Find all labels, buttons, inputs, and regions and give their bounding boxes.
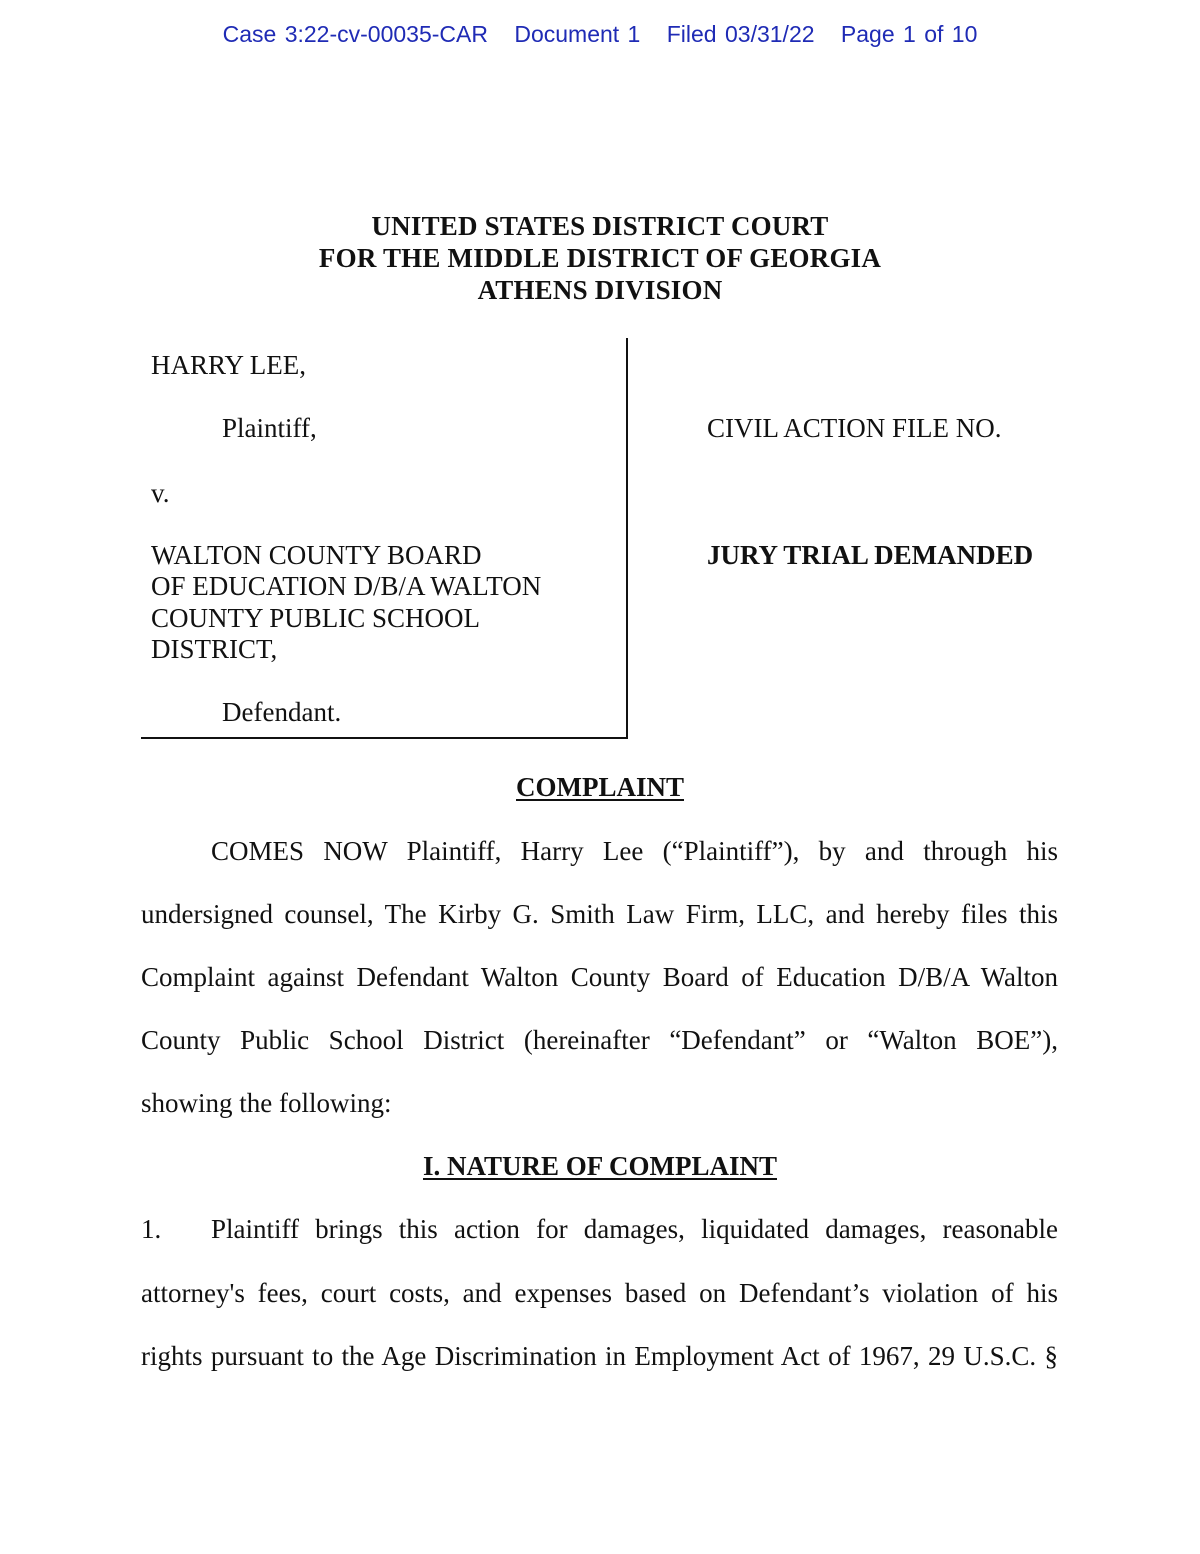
caption-divider [626,338,628,739]
intro-line: COMES NOW Plaintiff, Harry Lee (“Plaintiff”), by and through his [211,836,1058,866]
page-number: Page 1 of 10 [840,21,978,47]
paragraph-number: 1. [141,1214,162,1244]
defendant-role: Defendant. [222,697,342,727]
court-division: ATHENS DIVISION [477,275,723,305]
court-name: UNITED STATES DISTRICT COURT [371,211,829,241]
versus: v. [151,478,170,508]
document-number: Document 1 [514,21,641,47]
defendant-name-line: DISTRICT, [151,634,278,664]
section-heading [0,1151,1200,1182]
plaintiff-role: Plaintiff, [222,413,317,443]
section-heading-text: I. NATURE OF COMPLAINT [422,1151,777,1181]
caption-underline [141,737,627,739]
intro-line: undersigned counsel, The Kirby G. Smith Law Firm, LLC, and hereby files this [141,899,1058,929]
complaint-title [0,772,1200,803]
paragraph-line: rights pursuant to the Age Discrimination in Employment Act of 1967, 29 U.S.C. § [141,1341,1058,1371]
paragraph-line: attorney's fees, court costs, and expenses based on Defendant’s violation of his [141,1278,1058,1308]
defendant-name-line: WALTON COUNTY BOARD [151,540,482,570]
intro-line: County Public School District (hereinafter “Defendant” or “Walton BOE”), [141,1025,1058,1055]
filing-header [0,21,1200,48]
court-district: FOR THE MIDDLE DISTRICT OF GEORGIA [318,243,882,273]
civil-action-label: CIVIL ACTION FILE NO. [707,413,1002,443]
filed-date: Filed 03/31/22 [666,21,815,47]
case-number: Case 3:22-cv-00035-CAR [222,21,488,47]
defendant-name-line: OF EDUCATION D/B/A WALTON [151,571,542,601]
defendant-name-line: COUNTY PUBLIC SCHOOL [151,603,481,633]
plaintiff-name: HARRY LEE, [151,350,306,380]
intro-line: Complaint against Defendant Walton County Board of Education D/B/A Walton [141,962,1058,992]
jury-demand: JURY TRIAL DEMANDED [707,540,1034,570]
intro-line: showing the following: [141,1088,392,1118]
paragraph-line: Plaintiff brings this action for damages, liquidated damages, reasonable [211,1214,1058,1244]
complaint-title-text: COMPLAINT [516,772,684,802]
